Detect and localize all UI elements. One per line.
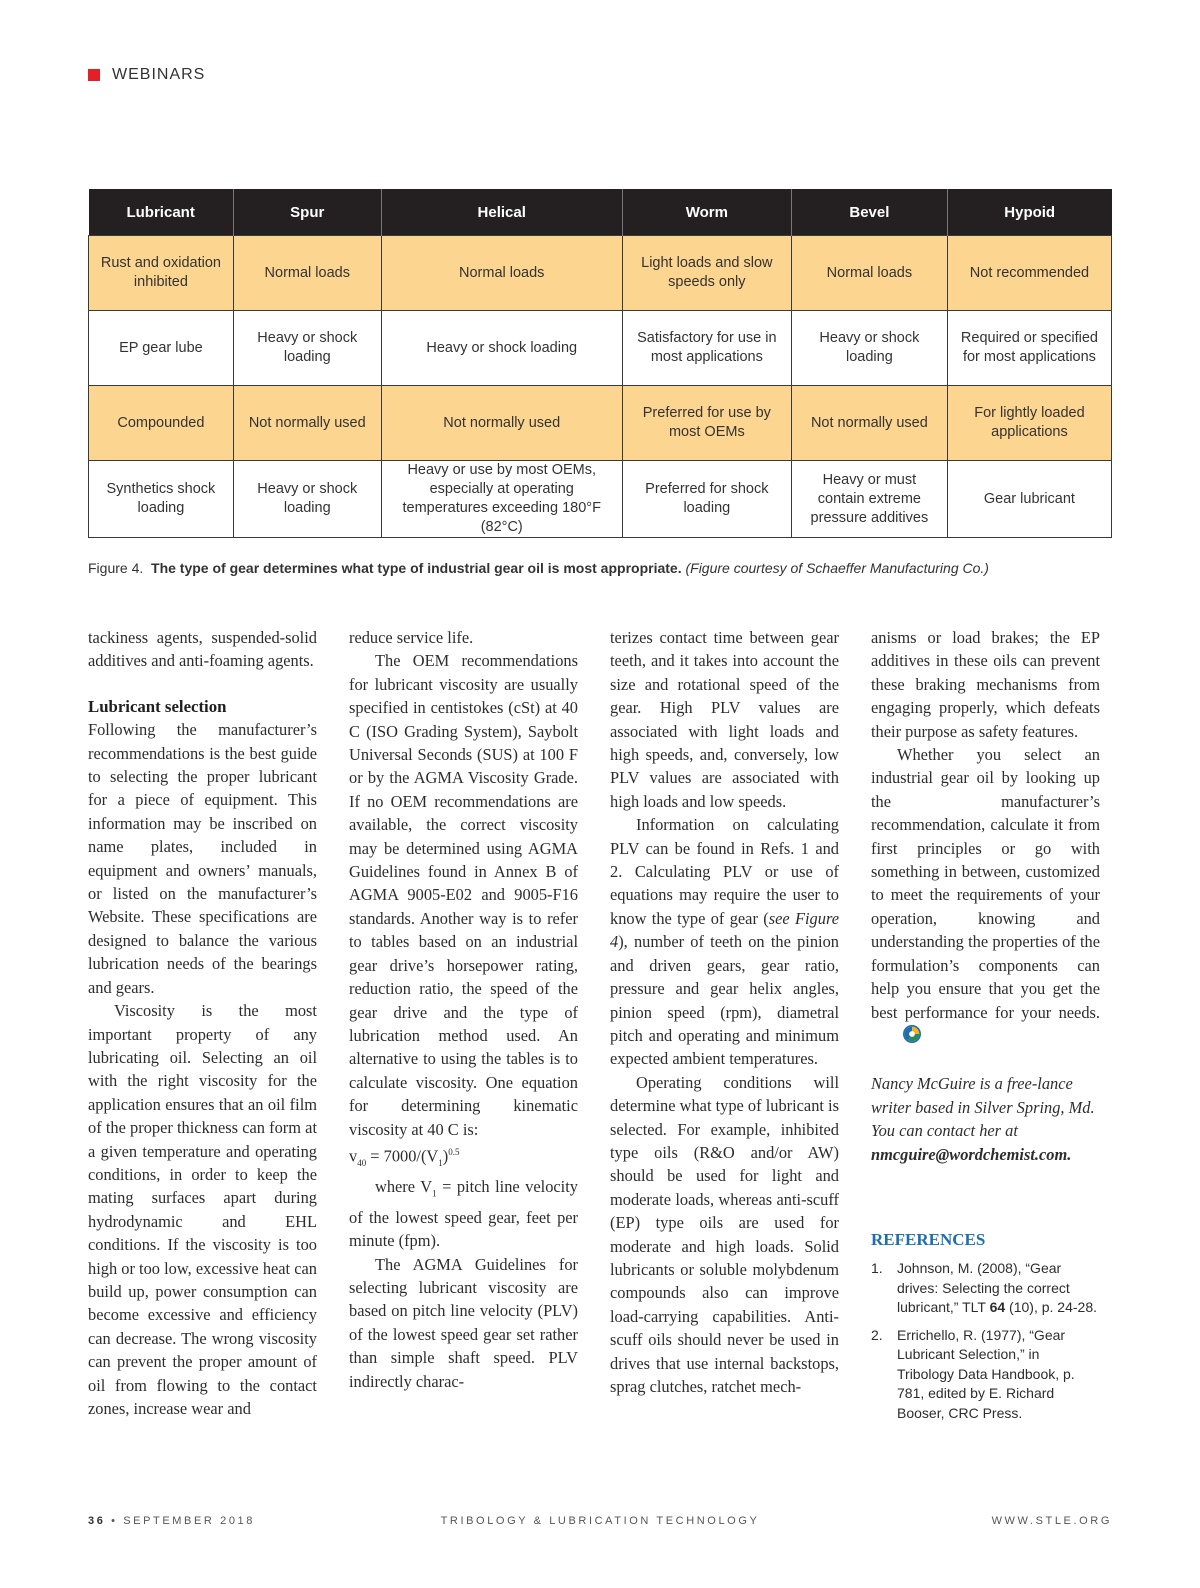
table-cell: Heavy or use by most OEMs, especially at operating temperatures exceeding 180°F (82°C) [381, 461, 622, 538]
red-square-icon [88, 69, 100, 81]
article-column-2 [349, 626, 578, 1393]
list-item: 2. Errichello, R. (1977), “Gear Lubricant Selection,” in Tribology Data Handbook, p. 781, edited by E. Richard Booser, CRC Press. [871, 1326, 1075, 1421]
table-cell: Not normally used [381, 386, 622, 461]
table-cell: Heavy or must contain extreme pressure additives [791, 461, 947, 538]
table-row [89, 311, 1112, 386]
article-column-3 [610, 626, 839, 1398]
table-cell: Normal loads [791, 236, 947, 311]
paragraph: Viscosity is the most important property of any lubricating oil. Selecting an oil with the right viscosity for the application ensures that an oil film of the proper thickness can form at a given temperature and operating conditions, in order to keep the mating surfaces apart during hydrodynamic and EHL conditions. If the viscosity is too high or too low, excessive heat can build up, power consumption can become excessive and efficiency can decrease. The wrong viscosity can prevent the proper amount of oil from flowing to the contact zones, increase wear and [88, 1001, 317, 1418]
table-cell: Not normally used [791, 386, 947, 461]
issue-date: SEPTEMBER 2018 [123, 1515, 255, 1527]
stle-logo-icon [877, 1025, 921, 1049]
list-item: 1. Johnson, M. (2008), “Gear drives: Selecting the correct lubricant,” TLT 64 (10), p. 24-28. [871, 1260, 1097, 1316]
table-header-cell: Lubricant [89, 189, 234, 236]
figure-caption [88, 560, 1112, 576]
paragraph: reduce service life. [349, 628, 474, 647]
table-cell: Satisfactory for use in most applications [622, 311, 791, 386]
website-link[interactable]: WWW.STLE.ORG [991, 1515, 1112, 1527]
table-header-cell: Bevel [791, 189, 947, 236]
footer-left: 36 • SEPTEMBER 2018 [88, 1515, 255, 1527]
table-cell: Heavy or shock loading [381, 311, 622, 386]
table-header-cell: Spur [233, 189, 381, 236]
table-cell: Not normally used [233, 386, 381, 461]
paragraph: The AGMA Guidelines for selecting lubricant viscosity are based on pitch line velocity (PLV) of the lowest speed gear set rather than simple shaft speed. PLV indirectly charac- [349, 1254, 578, 1391]
table-header-cell: Worm [622, 189, 791, 236]
article-column-1 [88, 626, 317, 1420]
author-email[interactable]: nmcguire@wordchemist.com. [871, 1144, 1072, 1164]
table-cell: Not recommended [947, 236, 1111, 311]
table-cell: Preferred for use by most OEMs [622, 386, 791, 461]
table-cell: Synthetics shock loading [89, 461, 234, 538]
paragraph: anisms or load brakes; the EP additives in these oils can prevent these braking mechanisms from engaging properly, which defeats their purpose as safety features. [871, 628, 1100, 741]
author-bio: Nancy McGuire is a free-lance writer based in Silver Spring, Md. You can contact her at nmcguire@wordchemist.com. [871, 1074, 1095, 1164]
table-cell: Heavy or shock loading [791, 311, 947, 386]
page-footer [88, 1515, 1112, 1531]
table-cell: Required or specified for most applications [947, 311, 1111, 386]
table-header-cell: Hypoid [947, 189, 1111, 236]
table-cell: Preferred for shock loading [622, 461, 791, 538]
table-cell: Compounded [89, 386, 234, 461]
table-row [89, 386, 1112, 461]
table-cell: EP gear lube [89, 311, 234, 386]
section-label: WEBINARS [112, 66, 206, 83]
table-header-cell: Helical [381, 189, 622, 236]
paragraph: where $V_1$ = pitch line velocity of the lowest speed gear, feet per minute (fpm). [349, 1177, 578, 1251]
paragraph: Information on calculating PLV can be found in Refs. 1 and 2. Calculating PLV or use of equations may require the user to know the type of gear (see Figure 4), number of teeth on the pinion and driven gears, gear ratio, pressure and gear helix angles, pinion speed (rpm), diametral pitch and operating and minimum expected ambient temperatures. [610, 815, 839, 1069]
table-cell: Light loads and slow speeds only [622, 236, 791, 311]
paragraph: terizes contact time between gear teeth, and it takes into account the size and rotational speed of the gear. High PLV values are associated with light loads and high speeds, and, conversely, low PLV values are associated with high loads and low speeds. [610, 628, 839, 811]
gear-lubricant-table [88, 189, 1112, 538]
table-cell: Heavy or shock loading [233, 461, 381, 538]
paragraph: tackiness agents, suspended-solid additives and anti-foaming agents. [88, 628, 317, 671]
viscosity-equation: $v_{40} = 7000/(V_1)^{0.5}$ [349, 1146, 460, 1168]
table-cell: For lightly loaded applications [947, 386, 1111, 461]
caption-credit: (Figure courtesy of Schaeffer Manufacturing Co.) [685, 560, 989, 576]
table-row [89, 461, 1112, 538]
table-row [89, 236, 1112, 311]
section-heading: Lubricant selection [88, 696, 227, 716]
table-cell: Normal loads [381, 236, 622, 311]
table-cell: Gear lubricant [947, 461, 1111, 538]
article-column-4 [871, 626, 1100, 1431]
table-cell: Heavy or shock loading [233, 311, 381, 386]
section-tag [88, 66, 205, 84]
table-cell: Rust and oxidation inhibited [89, 236, 234, 311]
caption-title: The type of gear determines what type of industrial gear oil is most appropriate. [151, 560, 682, 576]
table-header-row [89, 189, 1112, 236]
magazine-name: TRIBOLOGY & LUBRICATION TECHNOLOGY [440, 1515, 760, 1527]
page-number: 36 [88, 1515, 106, 1527]
table-cell: Normal loads [233, 236, 381, 311]
paragraph: Following the manufacturer’s recommendations is the best guide to selecting the proper lubricant for a piece of equipment. This information may be inscribed on name plates, included in equipment and owners’ manuals, or listed on the manufacturer’s Website. These specifications are designed to balance the various lubrication needs of the bearings and gears. [88, 720, 317, 997]
paragraph: The OEM recommendations for lubricant viscosity are usually specified in centistokes (cSt) at 40 C (ISO Grading System), Saybolt Universal Seconds (SUS) at 100 F or by the AGMA Viscosity Grade. If no OEM recommendations are available, the correct viscosity may be determined using AGMA Guidelines found in Annex B of AGMA 9005-E02 and 9005-F16 standards. Another way is to refer to tables based on an industrial gear drive’s horsepower rating, reduction ratio, the speed of the gear drive and the type of lubrication method used. An alternative to using the tables is to calculate viscosity. One equation for determining kinematic viscosity at 40 C is: [349, 651, 578, 1139]
paragraph: Operating conditions will determine what type of lubricant is selected. For example, inhibited type oils (R&O and/or AW) should be used for light and moderate loads, whereas anti-scuff (EP) type oils are used for moderate and high loads. Solid lubricants or soluble molybdenum compounds also can improve load-carrying capabilities. Anti-scuff oils should never be used in drives that use internal backstops, sprag clutches, ratchet mech- [610, 1072, 839, 1396]
references-list [871, 1259, 1100, 1423]
references-heading: REFERENCES [871, 1229, 986, 1249]
paragraph: Whether you select an industrial gear oil by looking up the manufacturer’s recommendation, calculate it from first principles or go with something in between, customized to meet the requirements of your operation, knowing and understanding the properties of the formulation’s components can help you ensure that you get the best performance for your needs. [871, 743, 1100, 1049]
caption-label: Figure 4. [88, 560, 144, 576]
